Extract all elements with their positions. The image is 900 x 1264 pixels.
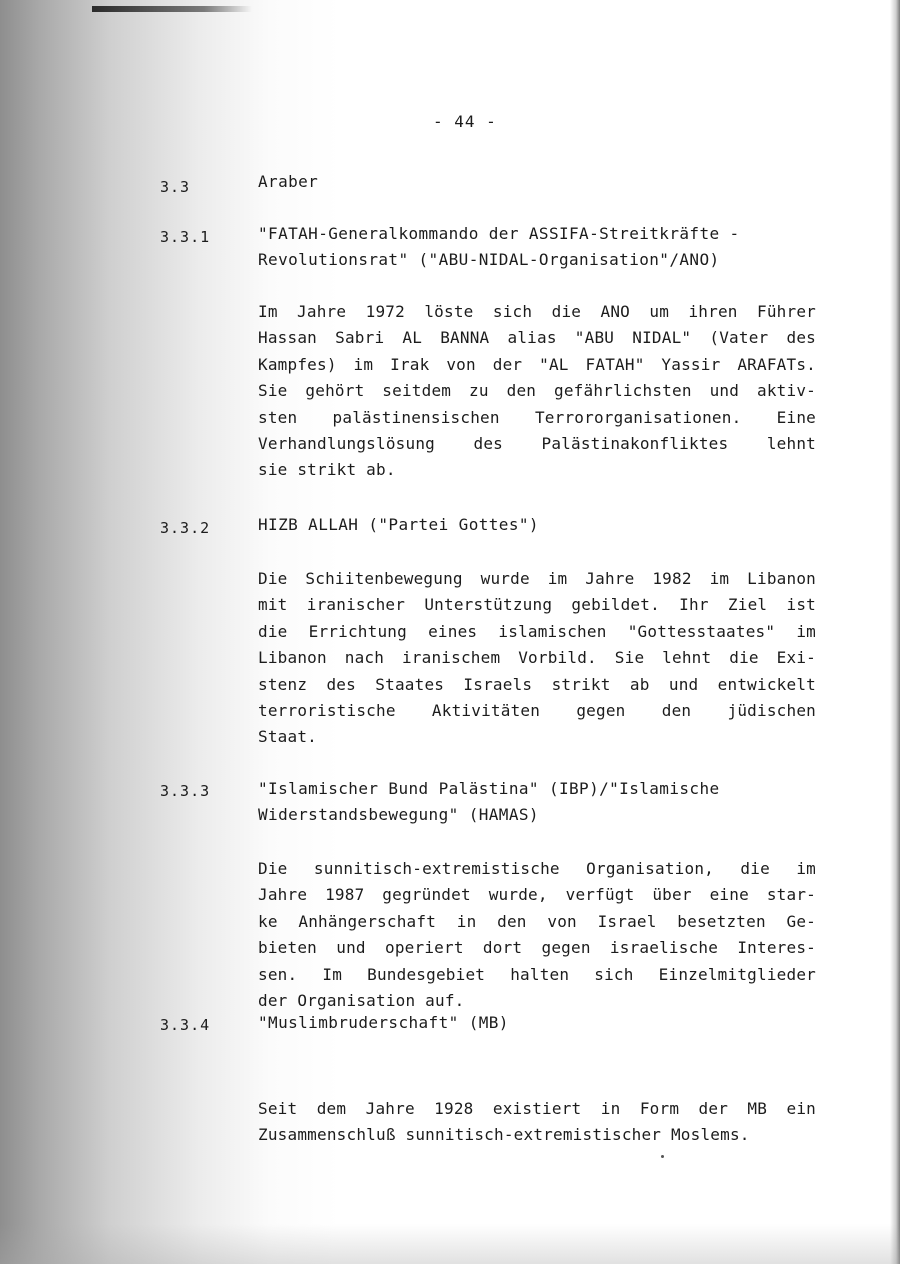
- paragraph-line: Seit dem Jahre 1928 existiert in Form der MB ein: [258, 1099, 816, 1118]
- section-number: 3.3: [160, 178, 191, 196]
- paragraph-line: die Errichtung eines islamischen "Gottesstaates" im: [258, 621, 816, 641]
- heading-line: Araber: [258, 172, 319, 191]
- section-paragraph: [258, 1096, 816, 1149]
- heading-line: "Islamischer Bund Palästina" (IBP)/"Islamische: [258, 779, 720, 798]
- paragraph-line: stenz des Staates Israels strikt ab und entwickelt: [258, 674, 816, 694]
- paragraph-line: Sie gehört seitdem zu den gefährlichsten und aktiv-: [258, 381, 816, 401]
- paragraph-line: Jahre 1987 gegründet wurde, verfügt über eine star-: [258, 885, 816, 905]
- section-number: 3.3.4: [160, 1016, 211, 1034]
- paragraph-line: sie strikt ab.: [258, 460, 396, 480]
- section-heading: [258, 169, 318, 195]
- section-paragraph: [258, 566, 816, 751]
- paragraph-line: terroristische Aktivitäten gegen den jüdischen: [258, 701, 816, 721]
- paragraph-line: Im Jahre 1972 löste sich die ANO um ihren Führer: [258, 302, 816, 321]
- paragraph-line: Hassan Sabri AL BANNA alias "ABU NIDAL" (Vater des: [258, 328, 816, 348]
- section-paragraph: [258, 856, 816, 1014]
- heading-line: "Muslimbruderschaft" (MB): [258, 1013, 509, 1032]
- paragraph-line: bieten und operiert dort gegen israelische Interes-: [258, 938, 816, 958]
- section-heading: [258, 776, 720, 828]
- scan-bottom-shade: [0, 1224, 900, 1264]
- heading-line: HIZB ALLAH ("Partei Gottes"): [258, 515, 539, 534]
- paragraph-line: Verhandlungslösung des Palästinakonfliktes lehnt: [258, 434, 816, 454]
- scan-edge-mark: [92, 6, 252, 12]
- paragraph-line: ke Anhängerschaft in den von Israel besetzten Ge-: [258, 911, 816, 931]
- section-heading: [258, 1010, 509, 1036]
- scan-right-edge: [890, 0, 900, 1264]
- paragraph-line: sten palästinensischen Terrororganisationen. Eine: [258, 407, 816, 427]
- speck-mark: [661, 1155, 664, 1158]
- heading-line: Revolutionsrat" ("ABU-NIDAL-Organisation"/ANO): [258, 250, 720, 269]
- page-number: - 44 -: [433, 112, 497, 131]
- paragraph-line: Die sunnitisch-extremistische Organisation, die im: [258, 859, 816, 878]
- paragraph-line: der Organisation auf.: [258, 991, 465, 1011]
- paragraph-line: Staat.: [258, 727, 317, 747]
- paragraph-line: Libanon nach iranischem Vorbild. Sie lehnt die Exi-: [258, 648, 816, 668]
- section-heading: [258, 221, 740, 273]
- paragraph-line: mit iranischer Unterstützung gebildet. Ihr Ziel ist: [258, 595, 816, 615]
- section-number: 3.3.2: [160, 519, 211, 537]
- section-heading: [258, 512, 539, 538]
- section-number: 3.3.3: [160, 782, 211, 800]
- section-paragraph: [258, 299, 816, 484]
- paragraph-line: Kampfes) im Irak von der "AL FATAH" Yassir ARAFATs.: [258, 354, 816, 374]
- paragraph-line: sen. Im Bundesgebiet halten sich Einzelmitglieder: [258, 964, 816, 984]
- paragraph-line: Zusammenschluß sunnitisch-extremistischer Moslems.: [258, 1125, 750, 1145]
- section-number: 3.3.1: [160, 228, 211, 246]
- heading-line: Widerstandsbewegung" (HAMAS): [258, 805, 539, 824]
- heading-line: "FATAH-Generalkommando der ASSIFA-Streitkräfte -: [258, 224, 740, 243]
- paragraph-line: Die Schiitenbewegung wurde im Jahre 1982 im Libanon: [258, 569, 816, 588]
